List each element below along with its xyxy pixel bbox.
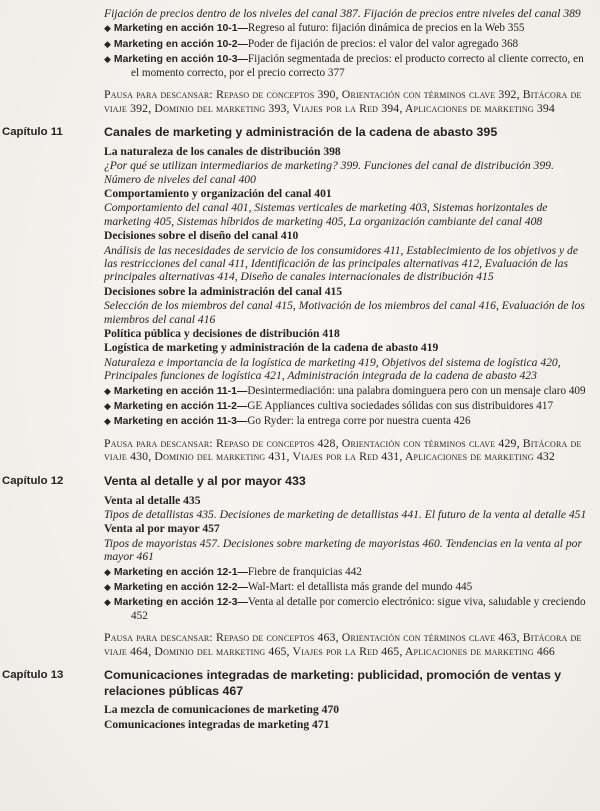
marketing-action-item bbox=[104, 566, 590, 579]
marketing-action-item bbox=[104, 38, 590, 51]
toc-subtopics: Análisis de las necesidades de servicio de los consumidores 411, Establecimiento de los objetivos y de las restricciones del canal 411, Identificación de las principales alternativas 412, Evaluación de las principales alternativas 414, Diseño de canales internacionales de distribución 415 bbox=[104, 243, 578, 284]
chapter-label: Capítulo 12 bbox=[2, 475, 64, 488]
marketing-action-label: Marketing en acción 12-1— bbox=[113, 566, 248, 578]
section-heading: Comunicaciones integradas de marketing 471 bbox=[104, 717, 330, 731]
marketing-action-label: Marketing en acción 11-1— bbox=[113, 385, 248, 397]
marketing-action-title: Venta al detalle por comercio electrónico: sigue viva, saludable y creciendo 452 bbox=[131, 596, 586, 622]
section-heading: Decisiones sobre la administración del canal 415 bbox=[104, 284, 343, 298]
toc-subtopics: Naturaleza e importancia de la logística de marketing 419, Objetivos del sistema de logística 420, Principales funciones de logística 421, Administración integrada de la cadena de abasto 423 bbox=[104, 355, 561, 383]
section-heading: Venta al por mayor 457 bbox=[104, 522, 220, 536]
marketing-action-item bbox=[104, 22, 590, 35]
marketing-action-label: Marketing en acción 11-3— bbox=[113, 416, 248, 428]
marketing-action-item bbox=[104, 400, 590, 413]
diamond-bullet-icon: ◆ bbox=[104, 38, 111, 49]
toc-subtopics: Comportamiento del canal 401, Sistemas verticales de marketing 403, Sistemas horizontales de marketing 405, Sistemas híbridos de marketing 405, La organización cambiante del canal 408 bbox=[104, 201, 548, 228]
toc-subtopics: ¿Por qué se utilizan intermediarios de marketing? 399. Funciones del canal de distribución 399. Número de niveles del canal 400 bbox=[104, 159, 554, 186]
section-heading: Comportamiento y organización del canal 401 bbox=[104, 186, 332, 200]
diamond-bullet-icon: ◆ bbox=[104, 581, 111, 592]
marketing-action-item bbox=[104, 53, 590, 80]
marketing-action-item bbox=[104, 596, 590, 623]
marketing-action-title: Go Ryder: la entrega corre por nuestra cuenta 426 bbox=[247, 415, 471, 428]
diamond-bullet-icon: ◆ bbox=[104, 597, 111, 608]
marketing-action-item bbox=[104, 385, 590, 398]
marketing-action-title: Fiebre de franquicias 442 bbox=[247, 565, 362, 578]
marketing-action-item bbox=[104, 581, 590, 594]
marketing-action-label: Marketing en acción 12-3— bbox=[113, 597, 248, 609]
diamond-bullet-icon: ◆ bbox=[104, 385, 111, 396]
marketing-action-item bbox=[104, 415, 590, 428]
section-heading: La naturaleza de los canales de distribución 398 bbox=[104, 144, 341, 158]
pause-recap-line: Pausa para descansar: Repaso de conceptos 463, Orientación con términos clave 463, Bitácora de viaje 464, Dominio del marketing 465, Viajes por la Red 465, Aplicaciones de marketing 466 bbox=[104, 630, 582, 658]
chapter-label: Capítulo 13 bbox=[2, 669, 64, 682]
marketing-action-label: Marketing en acción 10-2— bbox=[113, 38, 248, 50]
marketing-action-title: Wal-Mart: el detallista más grande del mundo 445 bbox=[247, 580, 473, 593]
diamond-bullet-icon: ◆ bbox=[104, 566, 111, 577]
chapter-row bbox=[2, 125, 590, 141]
toc-subtopics: Tipos de mayoristas 457. Decisiones sobre marketing de mayoristas 460. Tendencias en la venta al por mayor 461 bbox=[104, 536, 582, 564]
marketing-action-title: Regreso al futuro: fijación dinámica de precios en la Web 355 bbox=[247, 22, 525, 35]
chapter-title: Venta al detalle y al por mayor 433 bbox=[104, 474, 306, 489]
chapter-row bbox=[2, 474, 590, 490]
chapter-row bbox=[2, 668, 590, 699]
chapter-title: Canales de marketing y administración de la cadena de abasto 395 bbox=[104, 125, 498, 140]
marketing-action-title: Poder de fijación de precios: el valor del valor agregado 368 bbox=[247, 37, 519, 50]
marketing-action-label: Marketing en acción 11-2— bbox=[113, 401, 248, 413]
toc-subtopics: Tipos de detallistas 435. Decisiones de marketing de detallistas 441. El futuro de la venta al detalle 451 bbox=[104, 507, 587, 521]
section-heading: Decisiones sobre el diseño del canal 410 bbox=[104, 229, 299, 243]
chapter-label: Capítulo 11 bbox=[2, 126, 63, 139]
pause-recap-line: Pausa para descansar: Repaso de conceptos 428, Orientación con términos clave 429, Bitácora de viaje 430, Dominio del marketing 431, Viajes por la Red 431, Aplicaciones de marketing 432 bbox=[104, 435, 582, 464]
chapter-title: Comunicaciones integradas de marketing: publicidad, promoción de ventas y relaciones públicas 467 bbox=[104, 668, 562, 698]
diamond-bullet-icon: ◆ bbox=[104, 54, 111, 65]
pause-recap-line: Pausa para descansar: Repaso de conceptos 390, Orientación con términos clave 392, Bitácora de viaje 392, Dominio del marketing 393, Viajes por la Red 394, Aplicaciones de marketing 394 bbox=[104, 87, 582, 115]
section-heading: Venta al detalle 435 bbox=[104, 493, 201, 507]
section-heading: Logística de marketing y administración de la cadena de abasto 419 bbox=[104, 341, 439, 355]
toc-subtopics: Fijación de precios dentro de los niveles del canal 387. Fijación de precios entre niveles del canal 389 bbox=[104, 7, 581, 20]
diamond-bullet-icon: ◆ bbox=[104, 23, 111, 34]
marketing-action-label: Marketing en acción 12-2— bbox=[113, 581, 248, 593]
marketing-action-title: Desintermediación: una palabra dominguera pero con un mensaje claro 409 bbox=[247, 384, 586, 397]
marketing-action-title: Fijación segmentada de precios: el producto correcto al cliente correcto, en el momento correcto, por el precio correcto 377 bbox=[131, 53, 584, 79]
marketing-action-title: GE Appliances cultiva sociedades sólidas con sus distribuidores 417 bbox=[247, 400, 554, 413]
section-heading: La mezcla de comunicaciones de marketing 470 bbox=[104, 703, 340, 717]
section-heading: Política pública y decisiones de distribución 418 bbox=[104, 327, 340, 340]
diamond-bullet-icon: ◆ bbox=[104, 416, 111, 427]
marketing-action-label: Marketing en acción 10-1— bbox=[113, 23, 248, 35]
toc-subtopics: Selección de los miembros del canal 415, Motivación de los miembros del canal 416, Evaluación de los miembros del canal 416 bbox=[104, 299, 585, 326]
diamond-bullet-icon: ◆ bbox=[104, 401, 111, 412]
marketing-action-label: Marketing en acción 10-3— bbox=[113, 54, 248, 66]
